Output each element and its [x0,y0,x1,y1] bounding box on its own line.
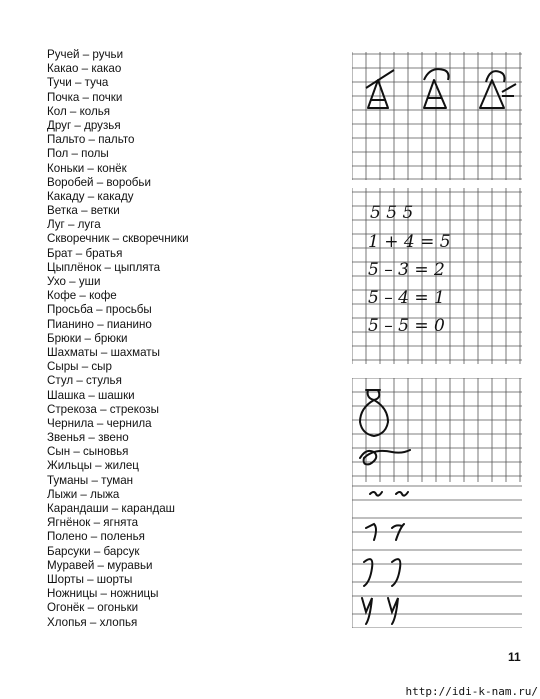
word-pair: Сыры – сыр [47,360,112,374]
word-pair: Барсуки – барсук [47,544,140,558]
word-pair: Ухо – уши [47,275,101,288]
drawing-grid-panel [352,52,522,180]
equation-1: 1 + 4 = 5 [368,232,451,252]
word-pair: Карандаши – карандаш [47,502,175,515]
word-pair: Стул – стулья [47,374,122,388]
math-grid-panel [352,188,522,364]
vase-drawing [360,390,388,436]
word-pair-list [47,48,189,630]
word-pair: Жильцы – жилец [47,459,139,473]
watermark-url: http://idi-k-nam.ru/ [405,685,538,698]
word-pair: Сын – сыновья [47,445,129,459]
word-pair: Скворечник – скворечники [47,232,189,246]
word-pair: Коньки – конёк [47,161,127,175]
word-pair: Ветка – ветки [47,204,120,218]
equation-3: 5 – 4 = 1 [368,288,445,308]
word-pair: Какаду – какаду [47,189,134,203]
word-pair: Друг – друзья [47,118,121,132]
word-pair: Лыжи – лыжа [47,487,120,501]
word-pair: Просьба – просьбы [47,303,152,317]
word-pair: Какао – какао [47,62,122,76]
letter-stroke-2 [362,598,398,624]
word-pair: Стрекоза – стрекозы [47,402,159,416]
hook-stroke-1 [370,492,408,496]
word-pair: Пальто – пальто [47,133,135,147]
word-pair: Шорты – шорты [47,572,133,586]
word-pair: Тучи – туча [47,76,109,90]
word-pair: Ручей – ручьи [47,48,124,61]
word-pair: Ягнёнок – ягнята [47,516,139,530]
word-pair: Ножницы – ножницы [47,587,159,601]
word-pair: Огонёк – огоньки [47,601,139,615]
word-pair: Шахматы – шахматы [47,345,160,359]
word-pair: Воробей – воробьи [47,175,151,189]
word-pair: Чернила – чернила [47,416,152,430]
word-pair: Туманы – туман [47,473,134,487]
word-pair: Кол – колья [47,104,111,118]
vase-grid-panel [352,378,522,628]
equation-2: 5 – 3 = 2 [368,260,445,280]
word-pair: Кофе – кофе [47,289,117,303]
word-pair: Шашка – шашки [47,388,135,402]
word-pair: Цыплёнок – цыплята [47,260,161,274]
word-pair: Луг – луга [47,218,101,232]
word-pair: Звенья – звено [47,431,129,445]
word-pair: Полено – поленья [47,530,145,544]
word-pair: Пол – полы [47,147,109,161]
drawing-step-3 [480,71,516,108]
equation-4: 5 – 5 = 0 [368,316,445,336]
word-pair: Почка – почки [47,90,123,104]
word-pair: Брат – братья [47,246,123,260]
page-number: 11 [508,650,521,664]
word-pair: Хлопья – хлопья [47,615,138,629]
word-pair: Пианино – пианино [47,317,152,331]
word-pair: Муравей – муравьи [47,558,153,572]
digits-row: 5 5 5 [370,203,414,223]
word-pair: Брюки – брюки [47,331,128,345]
